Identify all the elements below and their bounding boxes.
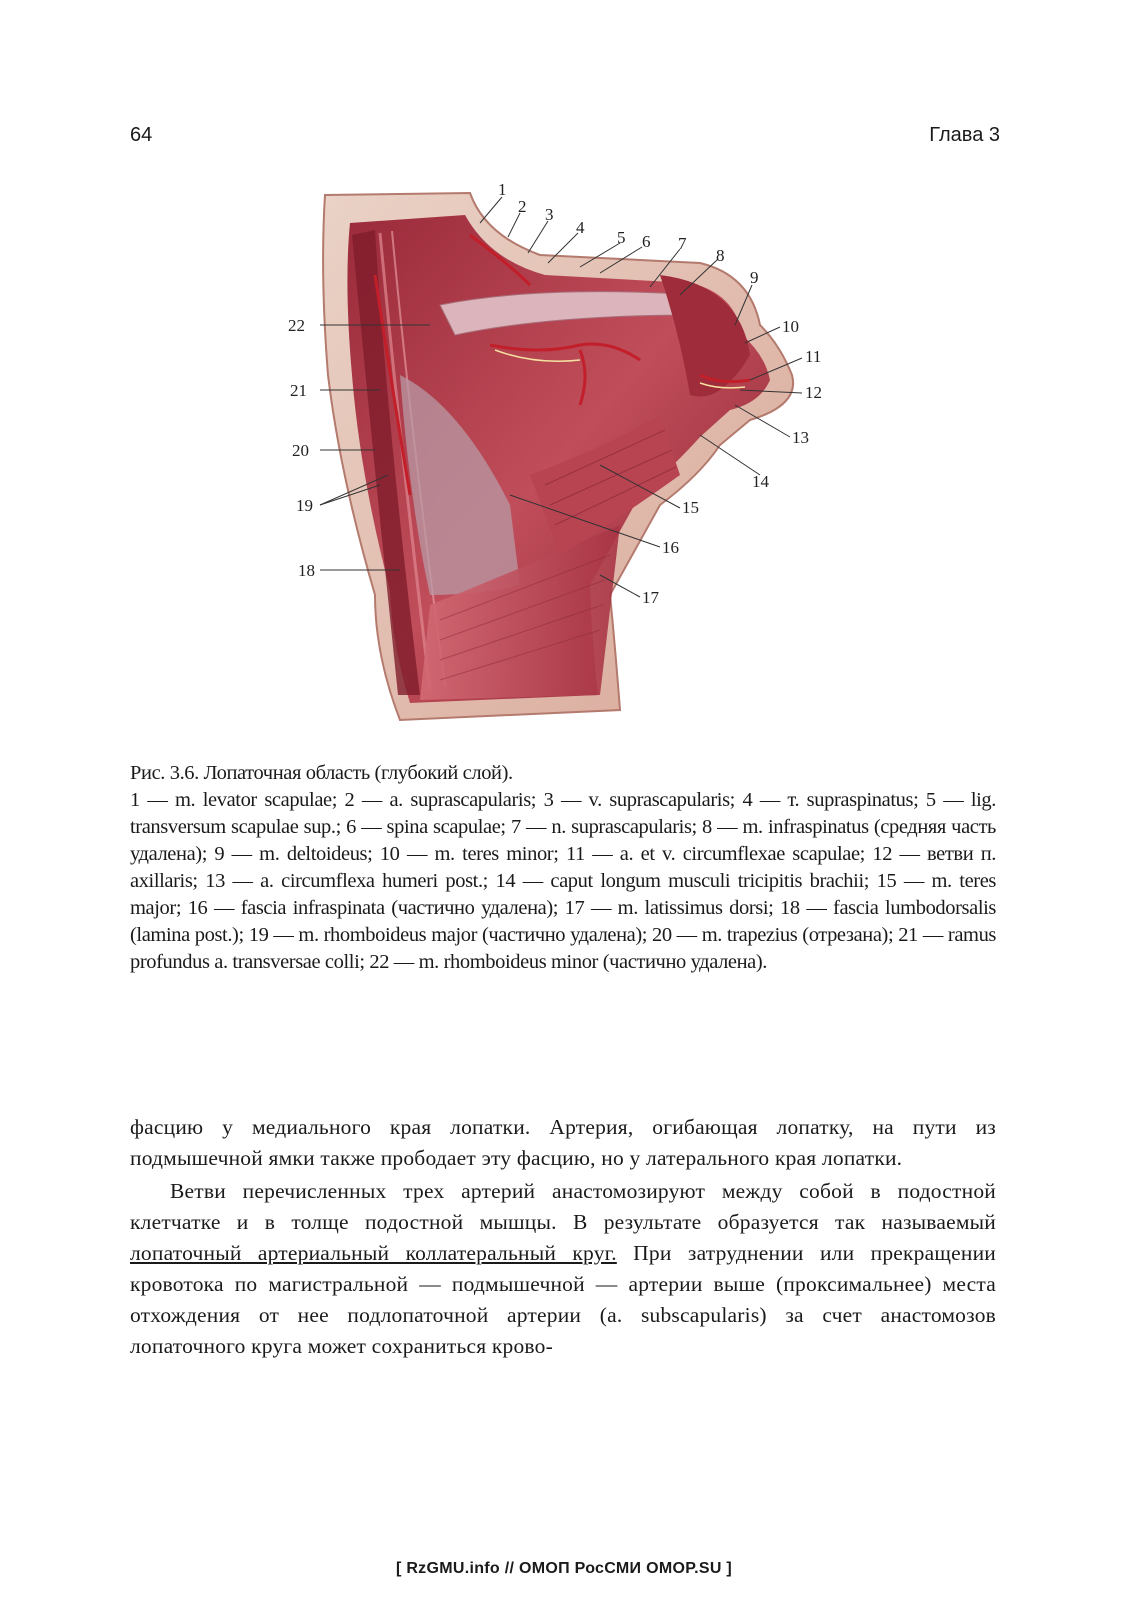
caption-legend: 1 — m. levator scapulae; 2 — a. suprascapularis; 3 — v. suprascapularis; 4 — т. supraspinatus; 5 — lig. transversum scapulae sup.; 6 — spina scapulae; 7 — n. suprascapularis; 8 — m. infraspinatus (средняя часть удалена); 9 — m. deltoideus; 10 — m. teres minor; 11 — a. et v. circumflexae scapulae; 12 — ветви п. axillaris; 13 — a. circumflexa humeri post.; 14 — caput longum musculi tricipitis brachii; 15 — m. teres major; 16 — fascia infraspinata (частично удалена); 17 — m. latissimus dorsi; 18 — fascia lumbodorsalis (lamina post.); 19 — m. rhomboideus major (частично удалена); 20 — m. trapezius (отрезана); 21 — ramus profundus a. transversae colli; 22 — m. rhomboideus minor (частично удалена). (130, 789, 996, 973)
fig-label-9: 9 (750, 268, 759, 287)
fig-label-10: 10 (782, 317, 799, 336)
page-number: 64 (130, 124, 153, 146)
anatomical-illustration (280, 175, 860, 735)
footer-watermark: [ RzGMU.info // ОМОП РосСМИ OMOP.SU ] (395, 1560, 733, 1577)
fig-label-16: 16 (662, 538, 679, 557)
fig-label-22: 22 (288, 316, 305, 335)
running-header-chapter: Глава 3 (929, 124, 1000, 146)
fig-label-18: 18 (298, 561, 315, 580)
paragraph-2-start: Ветви перечисленных трех артерий анастомозируют между собой в подостной клетчатке и в толще подостной мышцы. В результате образуется так называемый (130, 1179, 996, 1234)
underlined-term: лопаточный артериальный коллатеральный круг. (130, 1241, 617, 1265)
fig-label-21: 21 (290, 381, 307, 400)
paragraph-2 (130, 1176, 996, 1362)
fig-label-15: 15 (682, 498, 699, 517)
fig-label-14: 14 (752, 472, 769, 491)
fig-label-11: 11 (805, 347, 822, 366)
fig-label-8: 8 (716, 246, 725, 265)
fig-label-13: 13 (792, 428, 809, 447)
body-text (130, 1112, 996, 1364)
fig-label-17: 17 (642, 588, 659, 607)
figure-caption (130, 760, 996, 976)
fig-label-20: 20 (292, 441, 309, 460)
scapular-region-drawing (280, 175, 860, 735)
fig-label-2: 2 (518, 197, 527, 216)
paragraph-1: фасцию у медиального края лопатки. Артерия, огибающая лопатку, на пути из подмышечной ямки также прободает эту фасцию, но у латерального края лопатки. (130, 1115, 996, 1170)
caption-title: Рис. 3.6. Лопаточная область (глубокий слой). (130, 762, 513, 784)
fig-label-19: 19 (296, 496, 313, 515)
fig-label-5: 5 (617, 228, 626, 247)
fig-label-4: 4 (576, 218, 585, 237)
fig-label-3: 3 (545, 205, 554, 224)
fig-label-6: 6 (642, 232, 651, 251)
fig-label-12: 12 (805, 383, 822, 402)
fig-label-1: 1 (498, 180, 507, 199)
paragraph-2-end: При затруднении или прекращении кровотока по магистральной — подмышечной — артерии выше (проксимальнее) места отхождения от нее подлопаточной артерии (a. subscapularis) за счет анастомозов лопаточного круга может сохраниться крово- (130, 1241, 996, 1358)
fig-label-7: 7 (678, 234, 687, 253)
